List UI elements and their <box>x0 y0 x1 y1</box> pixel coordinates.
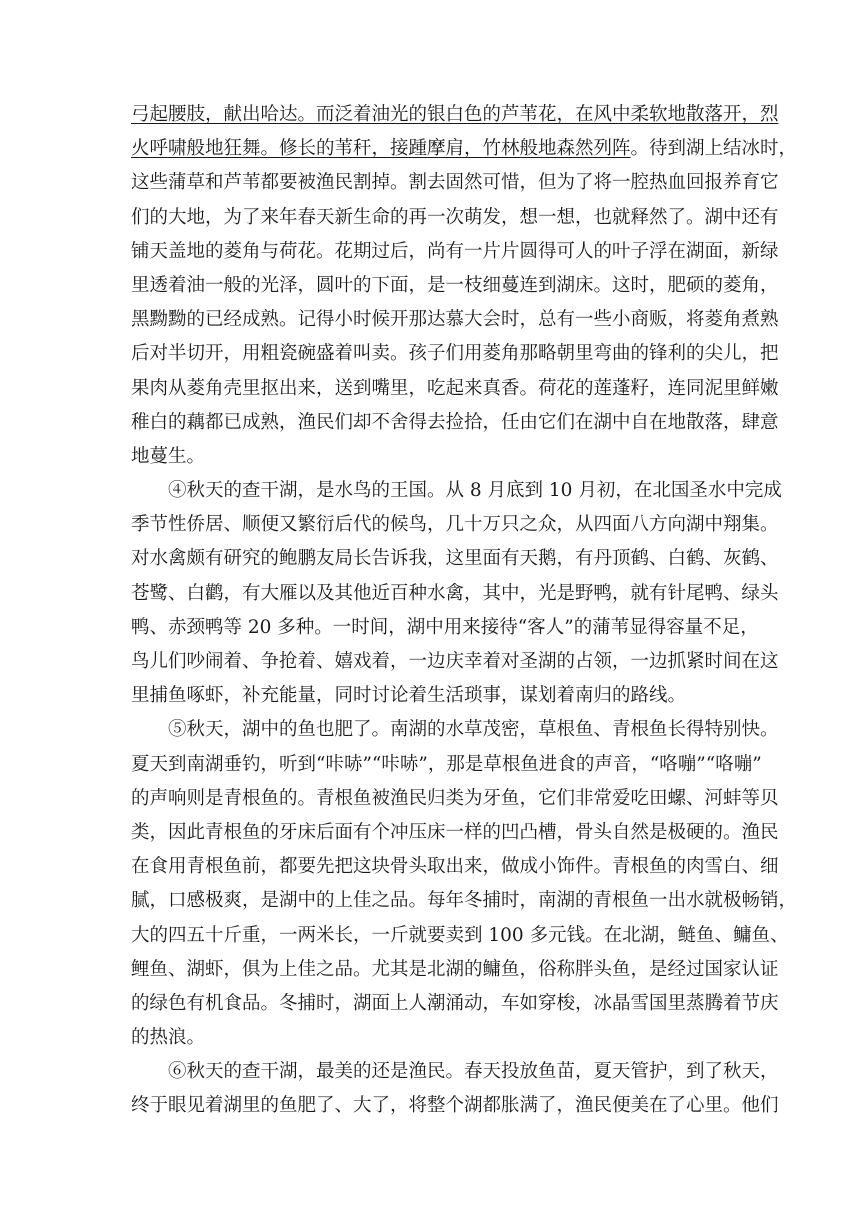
text-segment: 果肉从菱角壳里抠出来，送到嘴里，吃起来真香。荷花的莲蓬籽，连同泥里鲜嫩 <box>131 377 779 399</box>
text-segment: 地蔓生。 <box>131 445 206 467</box>
text-line <box>131 884 798 918</box>
paragraph-p5 <box>131 713 798 1055</box>
text-segment: 铺天盖地的菱角与荷花。花期过后，尚有一片片圆得可人的叶子浮在湖面，新绿 <box>131 240 779 262</box>
text-line <box>131 850 779 884</box>
text-line <box>131 611 759 645</box>
text-segment: 里透着油一般的光泽，圆叶的下面，是一枝细蔓连到湖床。这时，肥硕的菱角， <box>131 274 779 296</box>
text-line <box>131 201 779 235</box>
text-segment: 终于眼见着湖里的鱼肥了、大了，将整个湖都胀满了，渔民便美在了心里。他们 <box>131 1095 779 1117</box>
text-segment: 鸟儿们吵闹着、争抢着、嬉戏着，一边庆幸着对圣湖的占领，一边抓紧时间在这 <box>131 651 779 672</box>
text-line <box>131 474 782 508</box>
text-segment: 这些蒲草和芦苇都要被渔民割掉。割去固然可惜，但为了将一腔热血回报养育它 <box>131 172 779 194</box>
text-segment: 后对半切开，用粗瓷碗盛着叫卖。孩子们用菱角那略朝里弯曲的锋利的尖儿，把 <box>131 343 779 365</box>
text-line <box>131 1021 731 1055</box>
text-segment: 鲤鱼、湖虾，俱为上佳之品。尤其是北湖的鳙鱼，俗称胖头鱼，是经过国家认证 <box>131 958 779 980</box>
text-line <box>131 132 798 166</box>
text-line <box>131 679 731 713</box>
text-line <box>131 337 779 371</box>
text-line <box>131 303 779 337</box>
text-line <box>131 1089 779 1123</box>
text-line <box>131 1055 779 1089</box>
text-segment: 对水禽颇有研究的鲍鹏友局长告诉我，这里面有天鹅，有丹顶鹤、白鹤、灰鹤、 <box>131 548 779 570</box>
text-segment: ⑤秋天，湖中的鱼也肥了。南湖的水草茂密，草根鱼、青根鱼长得特别快。 <box>168 719 779 741</box>
text-segment: 黑黝黝的已经成熟。记得小时候开那达慕大会时，总有一些小商贩，将菱角煮熟 <box>131 309 779 331</box>
text-segment: 的声响则是青根鱼的。青根鱼被渔民归类为牙鱼，它们非常爱吃田螺、河蚌等贝 <box>131 787 779 809</box>
underlined-text: 火呼啸般地狂舞。修长的苇秆，接踵摩肩，竹林般地森然列阵 <box>131 138 631 160</box>
text-segment: 的热浪。 <box>131 1027 206 1049</box>
text-segment: ⑥秋天的查干湖，最美的还是渔民。春天投放鱼苗，夏天管护，到了秋天， <box>168 1061 779 1083</box>
text-segment: 在食用青根鱼前，都要先把这块骨头取出来，做成小饰件。青根鱼的肉雪白、细 <box>131 856 779 878</box>
text-segment: 类，因此青根鱼的牙床后面有个冲压床一样的凹凸槽，骨头自然是极硬的。渔民 <box>131 821 779 843</box>
text-segment: 鸭、赤颈鸭等 20 多种。一时间，湖中用来接待“客人”的蒲苇显得容量不足， <box>131 616 759 638</box>
text-line <box>131 987 779 1021</box>
text-line <box>131 816 779 850</box>
text-line <box>131 542 779 576</box>
text-segment: 腻，口感极爽，是湖中的上佳之品。每年冬捕时，南湖的青根鱼一出水就极畅销， <box>131 890 798 912</box>
text-line <box>131 372 779 406</box>
text-line <box>131 748 762 782</box>
text-segment: 里捕鱼啄虾，补充能量，同时讨论着生活琐事，谋划着南归的路线。 <box>131 685 687 707</box>
paragraph-p4 <box>131 474 782 713</box>
text-line <box>131 782 779 816</box>
text-segment: 们的大地，为了来年春天新生命的再一次萌发，想一想，也就释然了。湖中还有 <box>131 206 779 228</box>
text-segment: ④秋天的查干湖，是水鸟的王国。从 8 月底到 10 月初，在北国圣水中完成 <box>168 480 782 502</box>
text-segment: 苍鹭、白鹳，有大雁以及其他近百种水禽，其中，光是野鸭，就有针尾鸭、绿头 <box>131 582 779 604</box>
text-line <box>131 953 779 987</box>
text-segment: 季节性侨居、顺便又繁衍后代的候鸟，几十万只之众，从四面八方向湖中翔集。 <box>131 514 779 536</box>
text-line <box>131 235 779 269</box>
text-segment: 的绿色有机食品。冬捕时，湖面上人潮涌动，车如穿梭，冰晶雪国里蒸腾着节庆 <box>131 992 779 1014</box>
text-segment: 。待到湖上结冰时， <box>630 138 798 160</box>
text-line <box>131 508 779 542</box>
text-line <box>131 406 779 440</box>
text-line <box>131 440 731 474</box>
text-segment: 大的四五十斤重，一两米长，一斤就要卖到 100 多元钱。在北湖，鲢鱼、鳙鱼、 <box>131 924 789 946</box>
text-line <box>131 919 789 953</box>
text-line <box>131 713 779 747</box>
text-line <box>131 166 779 200</box>
text-line <box>131 645 779 679</box>
text-line <box>131 98 779 132</box>
text-line <box>131 577 779 611</box>
article-body <box>131 98 798 1124</box>
paragraph-p6 <box>131 1055 779 1123</box>
text-segment: 稚白的藕都已成熟，渔民们却不舍得去捡拾，任由它们在湖中自在地散落，肆意 <box>131 411 779 433</box>
text-line <box>131 269 779 303</box>
text-segment: 夏天到南湖垂钓，听到“咔哧”“咔哧”，那是草根鱼进食的声音，“咯嘣”“咯嘣” <box>131 753 762 775</box>
paragraph-p3-cont <box>131 98 798 474</box>
underlined-text: 弓起腰肢，献出哈达。而泛着油光的银白色的芦苇花，在风中柔软地散落开，烈 <box>131 104 779 125</box>
